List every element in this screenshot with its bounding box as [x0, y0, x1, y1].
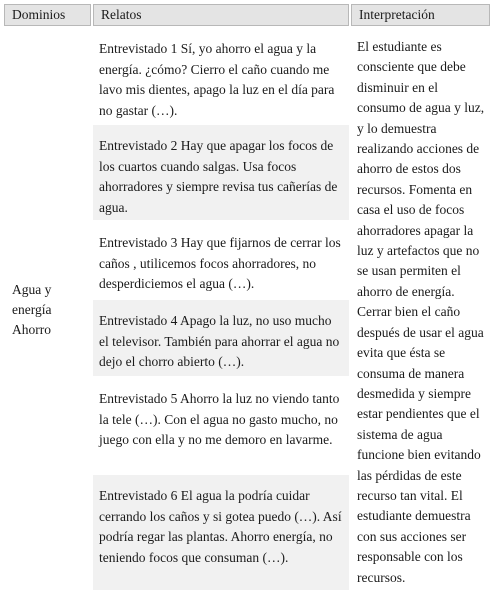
relato-6: Entrevistado 6 El agua la podría cuidar cerrando los caños y si gotea puedo (…). Así podría regar las plantas. Ahorro energía, no teniendo focos que consuman (…).: [93, 475, 349, 590]
interpretation-cell: El estudiante es consciente que debe disminuir en el consumo de agua y luz, y lo demuestra realizando acciones de ahorro de estos dos recursos. Fomenta en casa el uso de focos ahorradores apagar la luz y artefactos que no se usan permiten el ahorro de energía. Cerrar bien el caño después de usar el agua evita que ésta se consuma de manera desmedida y siempre estar pendientes que el sistema de agua funcione bien evitando las pérdidas de este recurso tan vital. El estudiante demuestra con sus acciones ser responsable con los recursos.: [357, 39, 485, 585]
header-relatos: Relatos: [93, 4, 349, 26]
relato-2: Entrevistado 2 Hay que apagar los focos de los cuartos cuando salgas. Usa focos ahorradores y siempre revisa tus cañerías de agua.: [93, 125, 349, 220]
domain-cell: [4, 28, 91, 594]
relato-3: Entrevistado 3 Hay que fijarnos de cerrar los caños , utilicemos focos ahorradores, no desperdiciemos el agua (…).: [99, 235, 341, 291]
header-interpretacion: Interpretación: [351, 4, 490, 26]
relato-1: Entrevistado 1 Sí, yo ahorro el agua y la energía. ¿cómo? Cierro el caño cuando me lavo mis dientes, apago la luz en el día para no gastar (…).: [99, 41, 335, 118]
domain-label: Agua y energía Ahorro: [12, 282, 52, 337]
relato-5: Entrevistado 5 Ahorro la luz no viendo tanto la tele (…). Con el agua no gasto mucho, no juego con ella y no me demoro en lavarme.: [99, 391, 340, 447]
results-table: [4, 4, 490, 594]
relato-4: Entrevistado 4 Apago la luz, no uso mucho el televisor. También para ahorrar el agua no dejo el chorro abierto (…).: [93, 300, 349, 376]
header-dominios: Dominios: [4, 4, 91, 26]
